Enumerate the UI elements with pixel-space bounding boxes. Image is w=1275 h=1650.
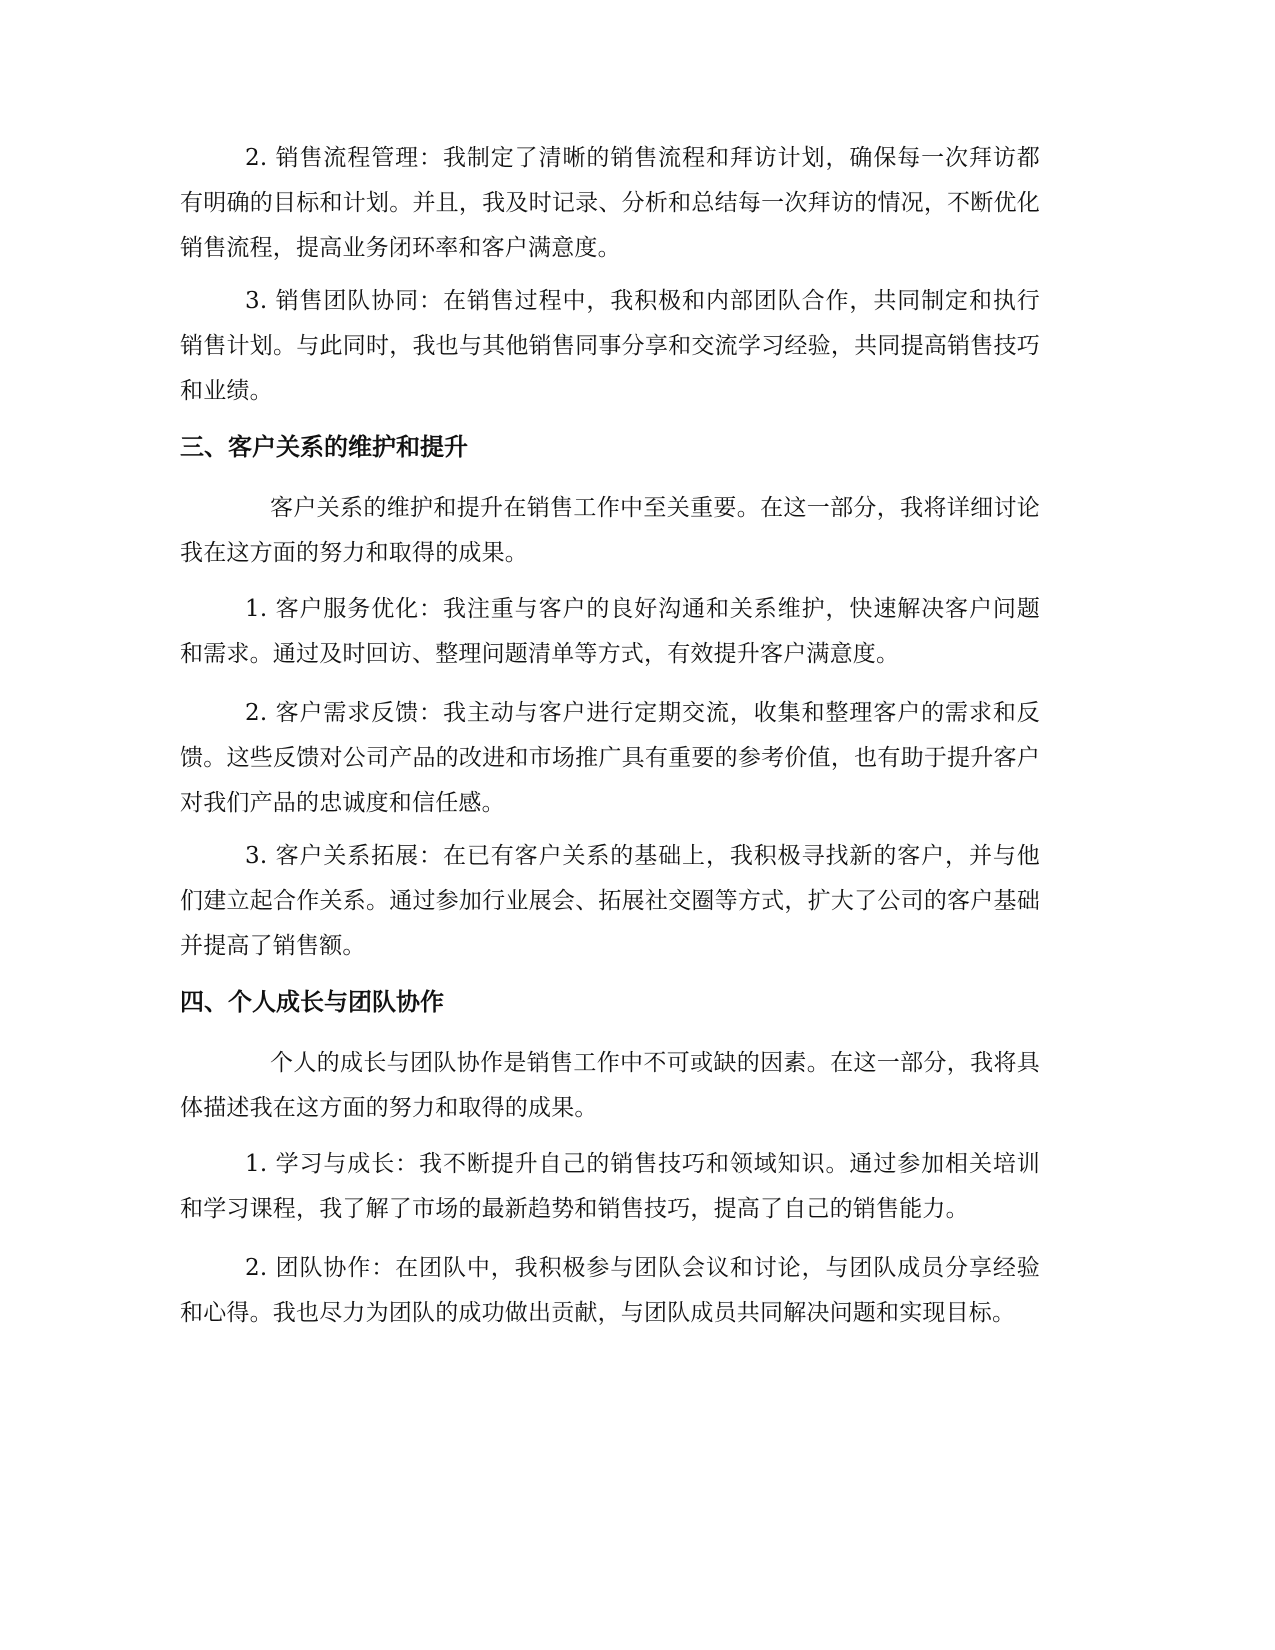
paragraph-sales-process: 2. 销售流程管理：我制定了清晰的销售流程和拜访计划，确保每一次拜访都有明确的目标和计划。并且，我及时记录、分析和总结每一次拜访的情况，不断优化销售流程，提高业务闭环率和客户满意度。: [180, 145, 1040, 261]
paragraph-relationship-expansion: 3. 客户关系拓展：在已有客户关系的基础上，我积极寻找新的客户，并与他们建立起合作关系。通过参加行业展会、拓展社交圈等方式，扩大了公司的客户基础并提高了销售额。: [180, 843, 1040, 959]
paragraph-learning-growth: 1. 学习与成长：我不断提升自己的销售技巧和领域知识。通过参加相关培训和学习课程，我了解了市场的最新趋势和销售技巧，提高了自己的销售能力。: [180, 1151, 1040, 1222]
paragraph-team-collaboration: 2. 团队协作：在团队中，我积极参与团队会议和讨论，与团队成员分享经验和心得。我也尽力为团队的成功做出贡献，与团队成员共同解决问题和实现目标。: [180, 1255, 1040, 1326]
paragraph-demand-feedback: 2. 客户需求反馈：我主动与客户进行定期交流，收集和整理客户的需求和反馈。这些反馈对公司产品的改进和市场推广具有重要的参考价值，也有助于提升客户对我们产品的忠诚度和信任感。: [180, 700, 1040, 816]
paragraph-service-optimization: 1. 客户服务优化：我注重与客户的良好沟通和关系维护，快速解决客户问题和需求。通过及时回访、整理问题清单等方式，有效提升客户满意度。: [180, 596, 1040, 667]
section-heading-growth-teamwork: 四、个人成长与团队协作: [180, 988, 444, 1016]
paragraph-team-coordination: 3. 销售团队协同：在销售过程中，我积极和内部团队合作，共同制定和执行销售计划。与此同时，我也与其他销售同事分享和交流学习经验，共同提高销售技巧和业绩。: [180, 288, 1040, 404]
paragraph-customer-intro: 客户关系的维护和提升在销售工作中至关重要。在这一部分，我将详细讨论我在这方面的努力和取得的成果。: [180, 495, 1040, 566]
section-heading-customer-relations: 三、客户关系的维护和提升: [180, 433, 468, 461]
paragraph-growth-intro: 个人的成长与团队协作是销售工作中不可或缺的因素。在这一部分，我将具体描述我在这方面的努力和取得的成果。: [180, 1050, 1040, 1121]
